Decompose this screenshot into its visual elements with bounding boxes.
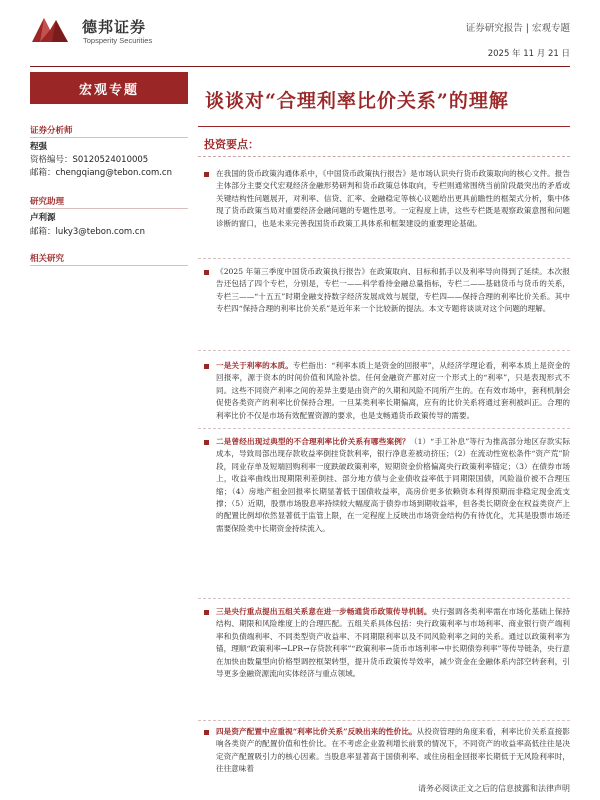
paragraph-1	[204, 168, 570, 230]
paragraph-divider	[198, 258, 570, 259]
bullet-icon	[204, 270, 209, 275]
paragraph-text: 央行强调各类利率需在市场化基础上保持结构、期限和风险维度上的合理匹配。五组关系具体包括：央行政策利率与市场利率、商业银行资产端利率和负债端利率、不同类型资产收益率、不同期限利率以及不同风险利率之间的关系。通过以政策利率为锚，理顺“政策利率→LPR→存贷款利率”“政策利率→货币市场利率→中长期债券利率”等传导链条，央行意在加快由数量型向价格型调控框架转型，提升货币政策传导效率，减少资金在金融体系内部空转套利，引导更多金融资源流向实体经济与重点领域。	[216, 607, 571, 679]
paragraph-text: 《2025 年第三季度中国货币政策执行报告》在政策取向、目标和抓手以及利率导向得到了延续。本次报告还包括了四个专栏，分别是，专栏一——科学看待金融总量指标，专栏二——基础货币与货币的关系，专栏三——“十五五”时期金融支持数字经济发展成效与展望，专栏四——保持合理的利率比价关系。其中专栏四“保持合理的利率比价关系”是近年来一个比较新的提法。本文专题将谈谈对这个问题的理解。	[216, 267, 570, 314]
paragraph-divider	[198, 350, 570, 351]
report-title: 谈谈对“合理利率比价关系”的理解	[205, 90, 509, 112]
paragraph-lead: 四是资产配置中应重视“利率比价关系”反映出来的性价比。	[216, 727, 417, 736]
related-research-label: 相关研究	[30, 254, 65, 264]
analyst-email[interactable]: 邮箱：chengqiang@tebon.com.cn	[30, 168, 172, 178]
paragraph-6	[204, 726, 570, 776]
sidebar-divider	[30, 265, 188, 266]
bullet-icon	[204, 610, 209, 615]
paragraph-text: 在我国的货币政策沟通体系中，《中国货币政策执行报告》是市场认识央行货币政策取向的核心文件。报告主体部分主要交代宏观经济金融形势研判和货币政策总体取向，专栏则通常围绕当前阶段最突出的矛盾或关键结构性问题展开，对利率、信贷、汇率、金融稳定等核心议题给出更具前瞻性的框架式分析，集中体现了货币政策当局对重要经济金融问题的专题性思考。一定程度上讲，这些专栏既是观察政策意图和问题诊断的窗口，也是未来完善我国货币政策工具体系和框架建设的重要理论基础。	[216, 169, 570, 228]
title-divider	[198, 126, 570, 127]
analyst-label: 证券分析师	[30, 126, 73, 136]
paragraph-5	[204, 606, 570, 680]
paragraph-lead: 一是关于利率的本质。	[216, 361, 293, 370]
assistant-email[interactable]: 邮箱：luky3@tebon.com.cn	[30, 227, 145, 237]
bullet-icon	[204, 364, 209, 369]
sidebar-divider	[30, 137, 188, 138]
section-label: 宏观专题	[30, 72, 188, 104]
analyst-name: 程强	[30, 142, 48, 152]
bullet-icon	[204, 730, 209, 735]
report-type: 证券研究报告 | 宏观专题	[465, 23, 570, 34]
analyst-cert: 资格编号：S0120524010005	[30, 155, 149, 165]
paragraph-2	[204, 266, 570, 316]
sidebar-divider	[30, 208, 188, 209]
paragraph-text: 从投资管理的角度来看，利率比价关系直接影响各类资产的配置价值和性价比。在不考虑企业盈利增长前景的情况下，不同资产的收益率高低往往是决定资产配置吸引力的核心因素。当股息率显著高于国债利率、或住房租金回报率长期低于无风险利率时，往往意味着	[216, 727, 571, 774]
paragraph-divider	[198, 428, 570, 429]
report-date: 2025 年 11 月 21 日	[487, 49, 570, 59]
key-points-divider	[198, 156, 570, 157]
paragraph-text: （1）“手工补息”等行为推高部分地区存款实际成本，导致局部出现存款收益率倒挂贷款利率，银行净息差被动挤压；（2）在流动性宽松条件“资产荒”阶段，同业存单及短端回购利率一度跌破政策利率，短期资金价格偏离央行政策利率锚定；（3）在债券市场上，收益率曲线出现期限利差倒挂、部分地方债与企业债收益率低于同期限国债，风险溢价被不合理压缩；（4）房地产租金回报率长期显著低于国债收益率，高房价更多依赖资本利得预期而非稳定现金流支撑；（5）近期，股票市场股息率持续较大幅度高于债券市场到期收益率，但各类长期资金在权益类资产上的配置比例却依然显著低于监管上限，在一定程度上反映出市场资金结构仍有待优化，尤其是股票市场还需要保险类中长期资金持续流入。	[216, 437, 571, 533]
key-points-title: 投资要点：	[204, 138, 259, 151]
footer-disclaimer: 请务必阅读正文之后的信息披露和法律声明	[418, 784, 570, 793]
assistant-name: 卢利源	[30, 213, 56, 223]
paragraph-lead: 三是央行重点提出五组关系意在进一步畅通货币政策传导机制。	[216, 607, 432, 616]
bullet-icon	[204, 172, 209, 177]
paragraph-3	[204, 360, 570, 422]
tebon-logo	[30, 14, 78, 44]
paragraph-4	[204, 436, 570, 535]
brand-name-cn: 德邦证券	[82, 18, 147, 36]
paragraph-divider	[198, 720, 570, 721]
paragraph-lead: 二是曾经出现过典型的不合理利率比价关系有哪些案例？	[216, 437, 410, 446]
brand-name-en: Topsperity Securities	[83, 36, 153, 45]
paragraph-text: 专栏指出：“利率本质上是资金的回报率”，从经济学理论看，利率本质上是资金的回报率，源于资本的时间价值和风险补偿。任何金融资产都对应一个形式上的“利率”，只是表现形式不同。这些不同资产利率之间的差异主要是由资产的久期和风险不同所产生的。在有效市场中，套利机制会促使各类资产的利率比价保持合理。一旦某类利率长期偏离，应有的比价关系将通过套利被纠正。合理的利率比价不仅是市场有效配置资源的要求，也是支畅通货币政策传导的需要。	[216, 361, 570, 420]
header-divider	[30, 66, 570, 67]
paragraph-divider	[198, 598, 570, 599]
assistant-label: 研究助理	[30, 197, 65, 207]
bullet-icon	[204, 440, 209, 445]
